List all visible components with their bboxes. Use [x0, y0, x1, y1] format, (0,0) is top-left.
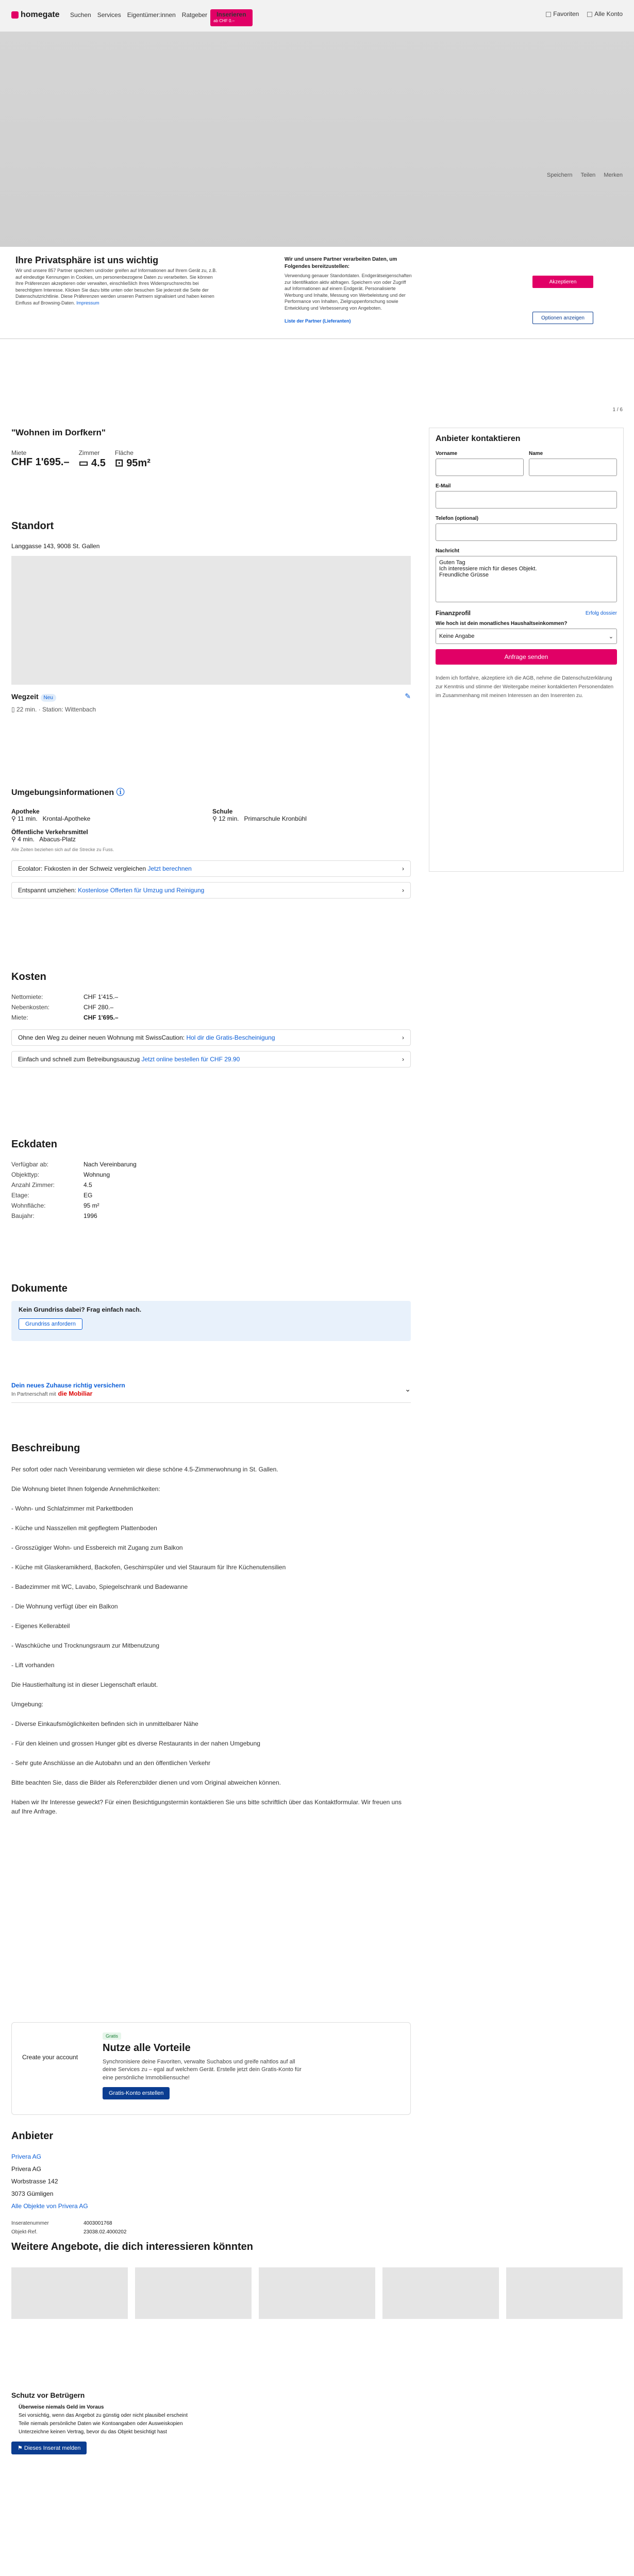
- chevron-down-icon: ⌄: [608, 633, 613, 640]
- surroundings-section: Umgebungsinformationen ⓘ Apotheke ⚲ 11 min. Krontal-Apotheke Schule ⚲ 12 min. Primarschule Kronbühl Öffentliche Verkehrsmittel ⚲ 4 min. Abacus-Platz Alle Zeiten beziehen sich auf die Strecke zu Fuss. Ecolator: Fixkosten in der Schweiz vergleichen Jetzt berechnen › Entspannt umziehen: Kostenlose Offerten für Umzug und Reinigung ›: [11, 786, 411, 899]
- nav-item-suchen[interactable]: Suchen: [70, 11, 91, 19]
- map[interactable]: [11, 556, 411, 685]
- account-promo: Create your account Gratis Nutze alle Vorteile Synchronisiere deine Favoriten, verwalte Suchabos und greife nahtlos auf all deine Services zu – egal auf welchem Gerät. Erstelle jetzt dein Gratis-Konto für eine persönliche Immobiliensuche! Gratis-Konto erstellen: [11, 2022, 411, 2115]
- similar-cards: [11, 2267, 623, 2319]
- provider-all-link[interactable]: Alle Objekte von Privera AG: [11, 2202, 88, 2210]
- contact-form: Anbieter kontaktieren Vorname Name E-Mail Telefon (optional) Nachricht Guten Tag Ich interessiere mich für dieses Objekt. Freundliche Grüsse Finanzprofil Erfolg dossier Wie hoch ist dein monatliches Haushaltseinkommen? Keine Angabe ⌄ Anfrage senden Indem ich fortfahre, akzeptiere ich die AGB, nehme die Datenschutzerklärung zur Kenntnis und stimme der Weitergabe meiner kontaktierten Personendaten im Zusammenhang mit meinen Interessen an den Inserenten zu.: [429, 428, 624, 872]
- edit-icon[interactable]: ✎: [405, 692, 411, 700]
- phone-input[interactable]: [436, 523, 617, 541]
- ecolator-promo[interactable]: Ecolator: Fixkosten in der Schweiz vergleichen Jetzt berechnen ›: [11, 860, 411, 877]
- header-actions: [546, 10, 623, 18]
- privacy-banner: [0, 246, 634, 339]
- chevron-right-icon: ›: [402, 1034, 404, 1041]
- account-link[interactable]: Alle Konto: [587, 10, 623, 18]
- bed-icon: ▭: [78, 457, 92, 469]
- moving-promo[interactable]: Entspannt umziehen: Kostenlose Offerten für Umzug und Reinigung ›: [11, 882, 411, 899]
- main-nav: [67, 9, 253, 26]
- new-badge: Neu: [41, 694, 56, 702]
- address: Langgasse 143, 9008 St. Gallen: [11, 543, 100, 550]
- insert-button[interactable]: Inserieren ab CHF 0.–: [210, 9, 252, 26]
- home-icon: [11, 11, 19, 19]
- betreibung-promo[interactable]: Einfach und schnell zum Betreibungsauszug Jetzt online bestellen für CHF 29.90 ›: [11, 1051, 411, 1067]
- wegzeit-row: Wegzeit Neu ✎: [11, 692, 411, 701]
- similar-section: Weitere Angebote, die dich interessieren könnten Schutz vor Betrügern Überweise niemals Geld im Voraus Sei vorsichtig, wenn das Angebot zu günstig oder nicht plausibel erscheint Teile niemals persönliche Daten wie Kontoangaben oder Ausweiskopien Unterzeichne keinen Vertrag, bevor du das Objekt besichtigt hast ⚑ Dieses Inserat melden: [11, 2241, 623, 2454]
- top-navigation: [0, 0, 634, 32]
- chevron-right-icon: ›: [402, 1056, 404, 1063]
- gallery-actions: [547, 172, 623, 178]
- info-icon[interactable]: ⓘ: [116, 788, 125, 797]
- provider-section: Anbieter Privera AG Privera AG Worbstrasse 142 3073 Gümligen Alle Objekte von Privera AG Inseratenummer 4003001768 Objekt-Ref. 23038.02.4000202: [11, 2130, 411, 2235]
- partners-link[interactable]: Liste der Partner (Lieferanten): [285, 318, 351, 324]
- nav-item-services[interactable]: Services: [97, 11, 121, 19]
- create-account-button[interactable]: Gratis-Konto erstellen: [103, 2087, 170, 2099]
- privacy-purposes: Wir und unsere Partner verarbeiten Daten, um Folgendes bereitzustellen: Verwendung genauer Standortdaten. Endgerätseigenschaften zur Identifikation aktiv abfragen. Speichern von oder Zugriff auf Informationen auf einem Endgerät. Personalisierte Werbung und Inhalte, Messung von Werbeleistung und der Performance von Inhalten, Zielgruppenforschung sowie Entwicklung und Verbesserung von Angeboten. Liste der Partner (Lieferanten): [285, 257, 412, 324]
- options-button[interactable]: Optionen anzeigen: [532, 312, 593, 324]
- area-icon: ⊡: [114, 457, 127, 469]
- swisscaution-promo[interactable]: Ohne den Weg zu deiner neuen Wohnung mit SwissCaution: Hol dir die Gratis-Bescheinigung ›: [11, 1029, 411, 1046]
- share-button[interactable]: Teilen: [580, 172, 596, 178]
- floorplan-request: Kein Grundriss dabei? Frag einfach nach. Grundriss anfordern: [11, 1301, 411, 1341]
- firstname-input[interactable]: [436, 459, 524, 476]
- poi-oev: Öffentliche Verkehrsmittel ⚲ 4 min. Abacus-Platz: [11, 828, 88, 843]
- rooms-fact: Zimmer ▭ 4.5: [78, 449, 106, 469]
- income-select[interactable]: Keine Angabe ⌄: [436, 629, 617, 644]
- free-badge: Gratis: [103, 2032, 121, 2040]
- lastname-input[interactable]: [529, 459, 617, 476]
- image-gallery[interactable]: [0, 32, 634, 253]
- costs-table: Nettomiete: CHF 1'415.– Nebenkosten: CHF 280.– Miete: CHF 1'695.–: [11, 993, 119, 1021]
- commute-info: ▯ 22 min. · Station: Wittenbach: [11, 706, 96, 713]
- insurance-promo[interactable]: Dein neues Zuhause richtig versichern In Partnerschaft mit die Mobiliar ⌄: [11, 1381, 411, 1403]
- poi-apotheke: Apotheke ⚲ 11 min. Krontal-Apotheke: [11, 808, 91, 822]
- accept-button[interactable]: Akzeptieren: [532, 276, 593, 288]
- bookmark-button[interactable]: Merken: [604, 172, 623, 178]
- key-data-section: Eckdaten Verfügbar ab: Nach Vereinbarung Objekttyp: Wohnung Anzahl Zimmer: 4.5 Etage: EG Wohnfläche: 95 m² Baujahr: 1996: [11, 1139, 411, 1219]
- train-icon: ▯: [11, 706, 16, 713]
- walk-icon: ⚲: [11, 815, 18, 822]
- similar-card[interactable]: [11, 2267, 128, 2319]
- email-input[interactable]: [436, 491, 617, 509]
- poi-schule: Schule ⚲ 12 min. Primarschule Kronbühl: [212, 808, 307, 822]
- flag-icon: ⚑: [18, 2445, 24, 2451]
- fraud-protection: Schutz vor Betrügern Überweise niemals Geld im Voraus Sei vorsichtig, wenn das Angebot zu günstig oder nicht plausibel erscheint Teile niemals persönliche Daten wie Kontoangaben oder Ausweiskopien Unterzeichne keinen Vertrag, bevor du das Objekt besichtigt hast ⚑ Dieses Inserat melden: [11, 2391, 623, 2454]
- chevron-down-icon[interactable]: ⌄: [405, 1384, 411, 1393]
- homegate-logo[interactable]: homegate: [11, 10, 60, 20]
- message-input[interactable]: Guten Tag Ich interessiere mich für dieses Objekt. Freundliche Grüsse: [436, 556, 617, 602]
- chevron-right-icon: ›: [402, 865, 404, 872]
- poi-list: [11, 808, 411, 843]
- similar-card[interactable]: [259, 2267, 375, 2319]
- save-button[interactable]: Speichern: [547, 172, 573, 178]
- favorites-link[interactable]: Favoriten: [546, 10, 579, 18]
- heart-icon: [546, 12, 551, 17]
- listing-header: [11, 428, 411, 469]
- area-fact: Fläche ⊡ 95m²: [114, 449, 151, 469]
- finance-profile-link[interactable]: Erfolg dossier: [585, 610, 617, 616]
- location-title: Standort: [11, 520, 54, 532]
- walk-icon: ⚲: [212, 815, 219, 822]
- documents-section: Dokumente Kein Grundriss dabei? Frag einfach nach. Grundriss anfordern: [11, 1283, 411, 1341]
- image-counter: 1 / 6: [612, 407, 623, 413]
- description-section: Beschreibung Per sofort oder nach Vereinbarung vermieten wir diese schöne 4.5-Zimmerwohnung in St. Gallen. Die Wohnung bietet Ihnen folgende Annehmlichkeiten: - Wohn- und Schlafzimmer mit Parkettboden - Küche und Nasszellen mit gepflegtem Plattenboden - Grosszügiger Wohn- und Essbereich mit Zugang zum Balkon - Küche mit Glaskeramikherd, Backofen, Geschirrspüler und viel Stauraum für Ihre Küchenutensilien - Badezimmer mit WC, Lavabo, Spiegelschrank und Badewanne - Die Wohnung verfügt über ein Balkon - Eigenes Kellerabteil - Waschküche und Trocknungsraum zur Mitbenutzung - Lift vorhanden Die Haustierhaltung ist in dieser Liegenschaft erlaubt. Umgebung: - Diverse Einkaufsmöglichkeiten befinden sich in unmittelbarer Nähe - Für den kleinen und grossen Hunger gibt es diverse Restaurants in der nahen Umgebung - Sehr gute Anschlüsse an die Autobahn und an den öffentlichen Verkehr Bitte beachten Sie, dass die Bilder als Referenzbilder dienen und vom Original abweichen können. Haben wir Ihr Interesse geweckt? Für einen Besichtigungstermin kontaktieren Sie uns bitte schriftlich über das Kontaktformular. Wir freuen uns auf Ihre Anfrage.: [11, 1443, 402, 1815]
- listing-ids: Inseratenummer 4003001768 Objekt-Ref. 23038.02.4000202: [11, 2221, 127, 2235]
- floorplan-button[interactable]: Grundriss anfordern: [19, 1318, 82, 1330]
- chevron-right-icon: ›: [402, 887, 404, 894]
- key-data-table: Verfügbar ab: Nach Vereinbarung Objekttyp: Wohnung Anzahl Zimmer: 4.5 Etage: EG Wohnfläche: 95 m² Baujahr: 1996: [11, 1161, 137, 1219]
- costs-section: Kosten Nettomiete: CHF 1'415.– Nebenkosten: CHF 280.– Miete: CHF 1'695.– Ohne den Weg zu deiner neuen Wohnung mit SwissCaution: Hol dir die Gratis-Bescheinigung › Einfach und schnell zum Betreibungsauszug Jetzt online bestellen für CHF 29.90 ›: [11, 971, 411, 1067]
- walk-icon: ⚲: [11, 836, 18, 843]
- provider-link[interactable]: Privera AG: [11, 2153, 42, 2160]
- privacy-text: Wir und unsere 857 Partner speichern und/oder greifen auf Informationen auf Ihrem Gerät zu, z.B. auf eindeutige Kennungen in Cookies, um personenbezogene Daten zu verarbeiten. Sie können Ihre Präferenzen akzeptieren oder verwalten, einschließlich Ihres Widerspruchsrechts bei berechtigtem Interesse. Klicken Sie dazu bitte unten oder besuchen Sie jederzeit die Seite der Datenschutzrichtlinie. Diese Präferenzen werden unseren Partnern signalisiert und haben keinen Einfluss auf Browsing-Daten. Impressum: [15, 268, 217, 306]
- similar-card[interactable]: [506, 2267, 623, 2319]
- nav-item-ratgeber[interactable]: Ratgeber: [181, 11, 208, 19]
- listing-title: "Wohnen im Dorfkern": [11, 428, 106, 437]
- privacy-title: Ihre Privatsphäre ist uns wichtig: [15, 255, 159, 265]
- user-icon: [587, 12, 592, 17]
- similar-card[interactable]: [382, 2267, 499, 2319]
- mobiliar-logo: die Mobiliar: [58, 1390, 93, 1397]
- similar-card[interactable]: [135, 2267, 252, 2319]
- location-section: [11, 520, 411, 713]
- send-request-button[interactable]: Anfrage senden: [436, 649, 617, 665]
- nav-item-eigentuemer[interactable]: Eigentümer:innen: [127, 11, 176, 19]
- rent-fact: Miete CHF 1'695.–: [11, 449, 70, 468]
- report-listing-button[interactable]: ⚑ Dieses Inserat melden: [11, 2442, 87, 2454]
- key-facts: [11, 449, 411, 469]
- privacy-more-link[interactable]: Impressum: [76, 300, 99, 306]
